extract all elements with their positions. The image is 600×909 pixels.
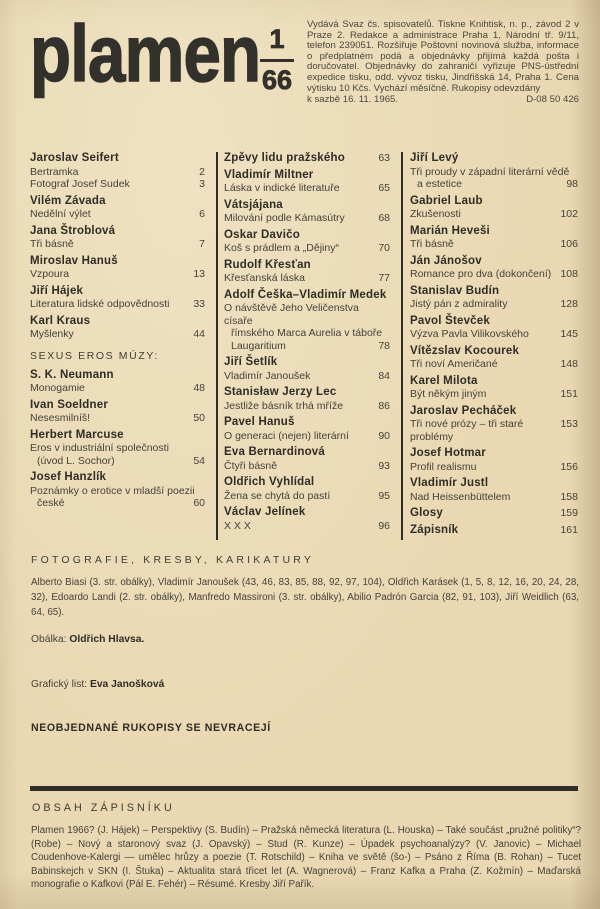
toc-page-number: 84 xyxy=(378,369,390,382)
toc-work-line xyxy=(224,242,390,255)
toc-work-title: Fotograf Josef Sudek xyxy=(30,178,130,190)
toc-work-line xyxy=(224,520,390,533)
toc-author: Oskar Davičo xyxy=(224,228,300,241)
toc-entry xyxy=(224,199,390,225)
toc-work-title: české xyxy=(37,497,65,509)
toc-work-line xyxy=(30,208,205,221)
toc-work-title: Bertramka xyxy=(30,165,79,178)
toc-work-title: Nad Heissenbüttelem xyxy=(410,490,511,503)
toc-author: Marián Heveši xyxy=(410,224,490,237)
toc-entry xyxy=(30,225,205,251)
imprint-code: D-08 50 426 xyxy=(526,94,579,105)
toc-bold-title: Zápisník xyxy=(410,523,459,536)
toc-work-title: Vzpoura xyxy=(30,268,70,280)
toc-entry xyxy=(30,369,205,395)
toc-entry xyxy=(224,416,390,442)
toc-page-number: 86 xyxy=(378,399,390,412)
toc-entry xyxy=(30,255,205,281)
toc-author: Jiří Hájek xyxy=(30,284,84,297)
toc-author: Adolf Češka–Vladimír Medek xyxy=(224,288,387,301)
graphic-credit-label: Grafický list: xyxy=(31,679,88,690)
toc-page-number: 6 xyxy=(199,208,205,220)
toc-entry xyxy=(30,285,205,311)
toc-author: Pavol Števček xyxy=(410,314,490,327)
toc-entry xyxy=(410,405,578,444)
cover-credit xyxy=(31,634,144,645)
toc-page-number: 108 xyxy=(560,268,578,280)
toc-work-title: Být někým jiným xyxy=(410,388,487,400)
graphic-credit xyxy=(31,679,164,690)
toc-entry xyxy=(410,345,578,371)
toc-work-line xyxy=(410,491,578,504)
toc-page-number: 151 xyxy=(560,388,578,400)
toc-author: Miroslav Hanuš xyxy=(30,254,118,267)
toc-page-number: 95 xyxy=(378,489,390,502)
toc-entry xyxy=(224,446,390,472)
toc-entry xyxy=(224,152,390,165)
toc-work-line xyxy=(410,178,578,191)
toc-work-title: Literatura lidské odpovědnosti xyxy=(30,298,170,310)
toc-entry xyxy=(30,429,205,468)
toc-work-line xyxy=(410,461,578,474)
toc-work-title: Tři básně xyxy=(30,238,74,250)
toc-work-title: Láska v indické literatuře xyxy=(224,182,340,194)
toc-work-title: O návštěvě Jeho Veličenstva císaře xyxy=(224,302,359,327)
toc-work-title: Eros v industriální společnosti xyxy=(30,442,169,454)
toc-work-line xyxy=(30,268,205,281)
toc-author: Václav Jelínek xyxy=(224,506,306,518)
toc-work-title: Laugaritium xyxy=(231,339,286,352)
toc-entry xyxy=(224,356,390,382)
toc-work-line xyxy=(410,388,578,401)
issue-number: 1 xyxy=(269,24,285,54)
toc-work-title: Profil realismu xyxy=(410,460,477,473)
toc-work-title: Křesťanská láska xyxy=(224,272,305,284)
toc-author: Karl Kraus xyxy=(30,314,91,327)
manuscript-notice: NEOBJEDNANÉ RUKOPISY SE NEVRACEJÍ xyxy=(31,722,271,734)
toc-work-line xyxy=(30,442,205,455)
toc-page-number: 145 xyxy=(560,328,578,340)
credits-heading: FOTOGRAFIE, KRESBY, KARIKATURY xyxy=(31,554,315,566)
toc-work-line xyxy=(30,455,205,468)
toc-page-number: 7 xyxy=(199,238,205,250)
toc-work-title: Jistý pán z admirality xyxy=(410,298,508,310)
toc-work-title: X X X xyxy=(224,519,251,532)
toc-author: Vátsjájana xyxy=(224,198,283,211)
toc-page-number: 50 xyxy=(193,412,205,424)
toc-work-line xyxy=(224,212,390,225)
toc-work-title: Zkušenosti xyxy=(410,208,461,220)
issue-year: 66 xyxy=(261,65,293,95)
toc-entry xyxy=(224,259,390,285)
toc-work-title: (úvod L. Sochor) xyxy=(37,454,115,467)
toc-page-number: 161 xyxy=(560,523,578,536)
toc-work-title: Romance pro dva (dokončení) xyxy=(410,268,552,280)
toc-page-number: 70 xyxy=(378,242,390,254)
toc-work-line xyxy=(224,327,390,340)
imprint-last-line xyxy=(307,95,579,106)
toc-work-line xyxy=(30,238,205,251)
toc-work-line xyxy=(30,497,205,510)
toc-entry xyxy=(410,375,578,401)
toc-page-number: 128 xyxy=(560,298,578,310)
toc-author: Stanislav Budín xyxy=(410,284,500,297)
toc-page-number: 33 xyxy=(193,298,205,310)
issue-fraction-bar xyxy=(260,59,294,62)
toc-entry xyxy=(410,195,578,221)
toc-entry xyxy=(224,289,390,353)
cover-credit-name: Oldřich Hlavsa. xyxy=(69,634,145,645)
toc-work-line xyxy=(410,268,578,281)
toc-author: Vladimír Miltner xyxy=(224,168,314,181)
toc-page-number: 78 xyxy=(378,339,390,352)
toc-entry xyxy=(30,315,205,341)
toc-author: Jiří Levý xyxy=(410,152,459,164)
toc-work-line xyxy=(30,178,205,191)
toc-entry xyxy=(410,152,578,191)
toc-page-number: 159 xyxy=(560,507,578,519)
toc-entry xyxy=(410,315,578,341)
toc-work-title: Tři proudy v západní literární vědě xyxy=(410,165,570,178)
toc-page-number: 65 xyxy=(378,182,390,194)
toc-page-number: 3 xyxy=(199,178,205,190)
toc-entry xyxy=(224,229,390,255)
toc-page-number: 93 xyxy=(378,459,390,472)
imprint-typeset-date: k sazbě 16. 11. 1965. xyxy=(307,94,399,105)
toc-work-line xyxy=(410,524,578,537)
toc-entry xyxy=(410,477,578,503)
toc-work-line xyxy=(224,152,390,165)
toc-page-number: 63 xyxy=(378,152,390,164)
toc-author: Vladimír Justl xyxy=(410,477,489,489)
toc-entry xyxy=(30,152,205,191)
toc-work-line xyxy=(30,298,205,311)
toc-entry xyxy=(410,447,578,473)
magazine-logo: plamen xyxy=(30,9,261,98)
credits-text: Alberto Biasi (3. str. obálky), Vladimír Janoušek (43, 46, 83, 85, 88, 92, 97, 104), Oldřich Karásek (1, 5, 8, 12, 16, 20, 24, 28, 32), Edoardo Landi (2. str. obálky), Manfredo Massironi (3. str. obálky), Abilio Padrón Garcia (82, 91, 103), Jiří Weidlich (63, 64, 65). xyxy=(31,577,579,618)
toc-page-number: 148 xyxy=(560,358,578,370)
toc-page-number: 102 xyxy=(560,208,578,220)
toc-work-title: Nesesmilníš! xyxy=(30,412,91,424)
toc-work-title: Koš s prádlem a „Dějiny“ xyxy=(224,242,339,254)
toc-page-number: 158 xyxy=(560,490,578,503)
toc-author: Herbert Marcuse xyxy=(30,428,124,441)
toc-author: Rudolf Křesťan xyxy=(224,258,311,271)
toc-work-line xyxy=(410,328,578,341)
toc-work-title: Nedělní výlet xyxy=(30,208,91,220)
toc-work-line xyxy=(410,166,578,179)
toc-work-line xyxy=(224,340,390,353)
toc-work-line xyxy=(224,272,390,285)
toc-work-title: a estetice xyxy=(417,178,462,190)
toc-page-number: 2 xyxy=(199,165,205,178)
toc-work-title: Vladimír Janoušek xyxy=(224,369,311,382)
toc-work-title: Milování podle Kámasútry xyxy=(224,212,345,224)
toc-author: Oldřich Vyhlídal xyxy=(224,476,315,488)
toc-work-line xyxy=(224,400,390,413)
toc-work-title: Tři nové prózy – tři staré problémy xyxy=(410,418,524,443)
toc-work-title: Tři noví Američané xyxy=(410,358,498,370)
toc-entry xyxy=(410,507,578,520)
toc-entry xyxy=(224,169,390,195)
toc xyxy=(30,152,578,540)
toc-work-title: Monogamie xyxy=(30,382,85,394)
toc-author: Karel Milota xyxy=(410,374,478,387)
toc-bold-title: Glosy xyxy=(410,507,443,519)
toc-entry xyxy=(30,399,205,425)
toc-entry xyxy=(30,195,205,221)
toc-entry xyxy=(410,524,578,537)
toc-entry xyxy=(224,386,390,412)
toc-page-number: 96 xyxy=(378,519,390,532)
toc-entry xyxy=(224,506,390,532)
toc-bold-title: Zpěvy lidu pražského xyxy=(224,152,345,164)
toc-author: Jiří Šetlík xyxy=(224,356,278,368)
toc-work-line xyxy=(224,302,390,327)
toc-author: Stanisław Jerzy Lec xyxy=(224,386,337,398)
toc-column-2 xyxy=(218,152,403,540)
toc-page-number: 13 xyxy=(193,268,205,280)
toc-page-number: 48 xyxy=(193,382,205,394)
toc-work-line xyxy=(30,485,205,498)
toc-page-number: 106 xyxy=(560,238,578,250)
toc-work-line xyxy=(224,370,390,383)
toc-author: Jaroslav Seifert xyxy=(30,152,119,164)
toc-work-line xyxy=(410,238,578,251)
toc-author: Vilém Závada xyxy=(30,194,106,207)
toc-author: Vítězslav Kocourek xyxy=(410,344,520,357)
issue-fraction xyxy=(259,26,295,94)
toc-page-number: 90 xyxy=(378,429,390,442)
toc-work-line xyxy=(30,166,205,179)
toc-page-number: 98 xyxy=(566,178,578,190)
toc-work-line xyxy=(224,460,390,473)
toc-work-line xyxy=(410,298,578,311)
toc-author: Gabriel Laub xyxy=(410,194,483,207)
toc-work-line xyxy=(224,430,390,443)
toc-work-title: Výzva Pavla Vilikovského xyxy=(410,328,529,340)
toc-page-number: 44 xyxy=(193,328,205,340)
toc-entry xyxy=(410,285,578,311)
toc-entry xyxy=(30,471,205,510)
cover-credit-label: Obálka: xyxy=(31,634,67,645)
toc-work-title: Poznámky o erotice v mladší poezii xyxy=(30,484,195,497)
zapisnik-text: Plamen 1966? (J. Hájek) – Perspektivy (S. Budín) – Pražská německá literatura (L. Houska) – Také součást „pružné politiky“? (Robe) – Nový a staronový svaz (J. Opavský) – Stud (R. Kunze) – Úpadek psychoanalýzy? (V. Janovic) – Michael Coudenhove-Kalergi — umělec hrůzy a poezie (T. Rotschild) – Kniha ve světě (šo-) – Psáno z Říma (B. Rohan) – Tucet Babinskejch v SKN (I. Štuka) – Aktualita stará třicet let (A. Wagnerová) – Franz Kafka a Praha (Z. Kožmín) – Maďarská monografie o Kafkovi (Pál E. Fehér) – Résumé. Kresby Jiří Pařík. xyxy=(31,825,581,891)
toc-column-1 xyxy=(30,152,218,540)
toc-author: Josef Hotmar xyxy=(410,447,486,459)
toc-column-3 xyxy=(403,152,578,540)
toc-work-line xyxy=(224,182,390,195)
toc-author: S. K. Neumann xyxy=(30,368,114,381)
toc-work-title: Jestliže básník trhá mříže xyxy=(224,399,344,412)
toc-work-line xyxy=(410,418,578,443)
toc-work-title: Žena se chytá do pastí xyxy=(224,489,331,502)
toc-work-line xyxy=(410,507,578,520)
toc-page-number: 68 xyxy=(378,212,390,224)
toc-work-line xyxy=(30,328,205,341)
toc-work-title: O generaci (nejen) literární xyxy=(224,429,349,442)
toc-work-line xyxy=(410,358,578,371)
toc-entry xyxy=(224,476,390,502)
toc-author: Ivan Soeldner xyxy=(30,398,109,411)
graphic-credit-name: Eva Janošková xyxy=(89,679,165,690)
toc-work-line xyxy=(30,382,205,395)
toc-author: Josef Hanzlík xyxy=(30,471,107,483)
toc-work-line xyxy=(410,208,578,221)
toc-page-number: 153 xyxy=(560,418,578,430)
imprint-text: Vydává Svaz čs. spisovatelů. Tiskne Knihtisk, n. p., závod 2 v Praze 2. Redakce a administrace Praha 1, Národní tř. 9/11, telefon 239051. Rozšiřuje Poštovní novinová služba, informace o předplatném podá a objednávky přijímá každá pošta i doručovatel. Objednávky do zahraničí vyřizuje PNS-ústřední expedice tisku, odd. vývoz tisku, Jindřišská 14, Praha 1. Cena výtisku 10 Kčs. Vychází měsíčně. Rukopisy odevzdány xyxy=(307,19,579,94)
toc-page-number: 54 xyxy=(193,454,205,467)
horizontal-rule xyxy=(30,786,578,791)
toc-page-number: 77 xyxy=(378,272,390,284)
zapisnik-heading: OBSAH ZÁPISNÍKU xyxy=(32,802,175,814)
toc-author: Jana Štroblová xyxy=(30,224,116,237)
toc-author: Jaroslav Pecháček xyxy=(410,404,517,417)
toc-author: Pavel Hanuš xyxy=(224,416,295,428)
toc-author: Eva Bernardinová xyxy=(224,446,325,458)
toc-work-title: Čtyři básně xyxy=(224,459,278,472)
toc-entry xyxy=(410,225,578,251)
toc-work-title: Myšlenky xyxy=(30,328,74,340)
toc-work-title: římského Marca Aurelia v táboře xyxy=(231,327,383,339)
toc-section-heading: SEXUS EROS MÚZY: xyxy=(30,349,159,362)
toc-work-line xyxy=(224,490,390,503)
toc-entry xyxy=(410,255,578,281)
toc-work-title: Tři básně xyxy=(410,238,454,250)
toc-page-number: 60 xyxy=(193,497,205,509)
toc-work-line xyxy=(30,412,205,425)
toc-page-number: 156 xyxy=(560,460,578,473)
toc-author: Ján Jánošov xyxy=(410,254,482,267)
